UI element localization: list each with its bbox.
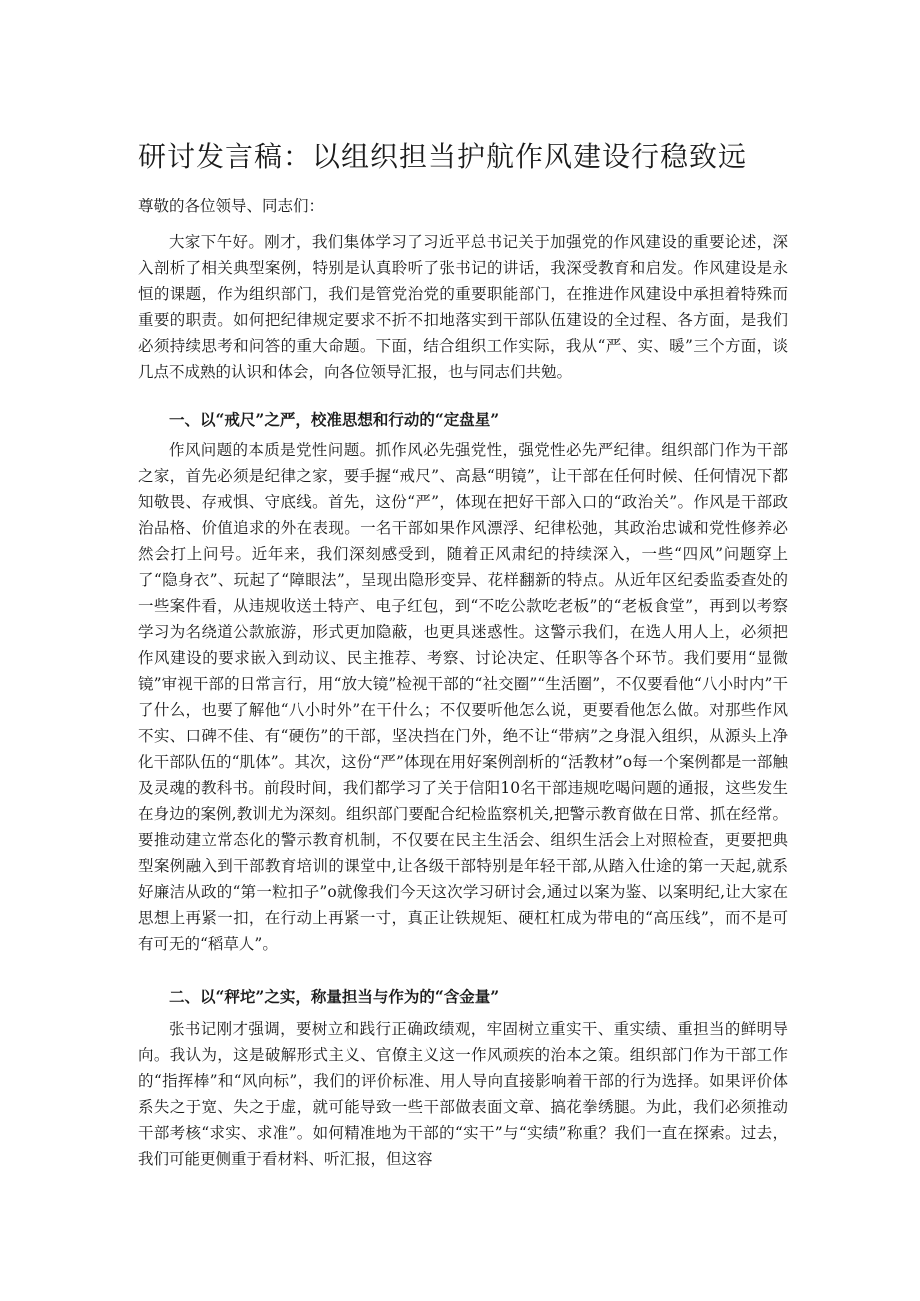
paragraph-intro: 大家下午好。刚才，我们集体学习了习近平总书记关于加强党的作风建设的重要论述，深入剖析了相关典型案例，特别是认真聆听了张书记的讲话，我深受教育和启发。作风建设是永恒的课题，作为组织部门，我们是管党治党的重要职能部门，在推进作风建设中承担着特殊而重要的职责。如何把纪律规定要求不折不扣地落实到干部队伍建设的全过程、各方面，是我们必须持续思考和问答的重大命题。下面，结合组织工作实际，我从“严、实、暖”三个方面，谈几点不成熟的认识和体会，向各位领导汇报，也与同志们共勉。 [138,233,788,381]
paragraph-section-2: 张书记刚才强调，要树立和践行正确政绩观，牢固树立重实干、重实绩、重担当的鲜明导向。我认为，这是破解形式主义、官僚主义这一作风顽疾的治本之策。组织部门作为干部工作的“指挥棒”和“风向标”，我们的评价标准、用人导向直接影响着干部的行为选择。如果评价体系失之于宽、失之于虚，就可能导致一些干部做表面文章、搞花拳绣腿。为此，我们必须推动干部考核“求实、求准”。如何精准地为干部的“实干”与“实绩”称重？我们一直在探索。过去，我们可能更侧重于看材料、听汇报，但这容 [138,1020,788,1168]
paragraph-section-1: 作风问题的本质是党性问题。抓作风必先强党性，强党性必先严纪律。组织部门作为干部之家，首先必须是纪律之家，要手握“戒尺”、高悬“明镜”，让干部在任何时候、任何情况下都知敬畏、存戒惧、守底线。首先，这份“严”，体现在把好干部入口的“政治关”。作风是干部政治品格、价值追求的外在表现。一名干部如果作风漂浮、纪律松弛，其政治忠诚和党性修养必然会打上问号。近年来，我们深刻感受到，随着正风肃纪的持续深入，一些“四风”问题穿上了“隐身衣”、玩起了“障眼法”，呈现出隐形变异、花样翻新的特点。从近年区纪委监委查处的一些案件看，从违规收送土特产、电子红包，到“不吃公款吃老板”的“老板食堂”，再到以考察学习为名绕道公款旅游，形式更加隐蔽，也更具迷惑性。这警示我们，在选人用人上，必须把作风建设的要求嵌入到动议、民主推荐、考察、讨论决定、任职等各个环节。我们要用“显微镜”审视干部的日常言行，用“放大镜”检视干部的“社交圈”“生活圈”，不仅要看他“八小时内”干了什么，也要了解他“八小时外”在干什么；不仅要听他怎么说，更要看他怎么做。对那些作风不实、口碑不佳、有“硬伤”的干部，坚决挡在门外，绝不让“带病”之身混入组织，从源头上净化干部队伍的“肌体”。其次，这份“严”体现在用好案例剖析的“活教材”o每一个案例都是一部触及灵魂的教科书。前段时间，我们都学习了关于信阳10名干部违规吃喝问题的通报，这些发生在身边的案例,教训尤为深刻。组织部门要配合纪检监察机关,把警示教育做在日常、抓在经常。要推动建立常态化的警示教育机制，不仅要在民主生活会、组织生活会上对照检查，更要把典型案例融入到干部教育培训的课堂中,让各级干部特别是年轻干部,从踏入仕途的第一天起,就系好廉洁从政的“第一粒扣子”o就像我们今天这次学习研讨会,通过以案为鉴、以案明纪,让大家在思想上再紧一扣，在行动上再紧一寸，真正让铁规矩、硬杠杠成为带电的“高压线”，而不是可有可无的“稻草人”。 [138,441,788,953]
section-heading-2: 二、以“秤坨”之实，称量担当与作为的“含金量” [169,987,500,1006]
salutation: 尊敬的各位领导、同志们： [138,197,325,215]
section-heading-1: 一、以“戒尺”之严，校准思想和行动的“定盘星” [169,410,500,429]
document-title: 研讨发言稿：以组织担当护航作风建设行稳致远 [138,140,748,173]
